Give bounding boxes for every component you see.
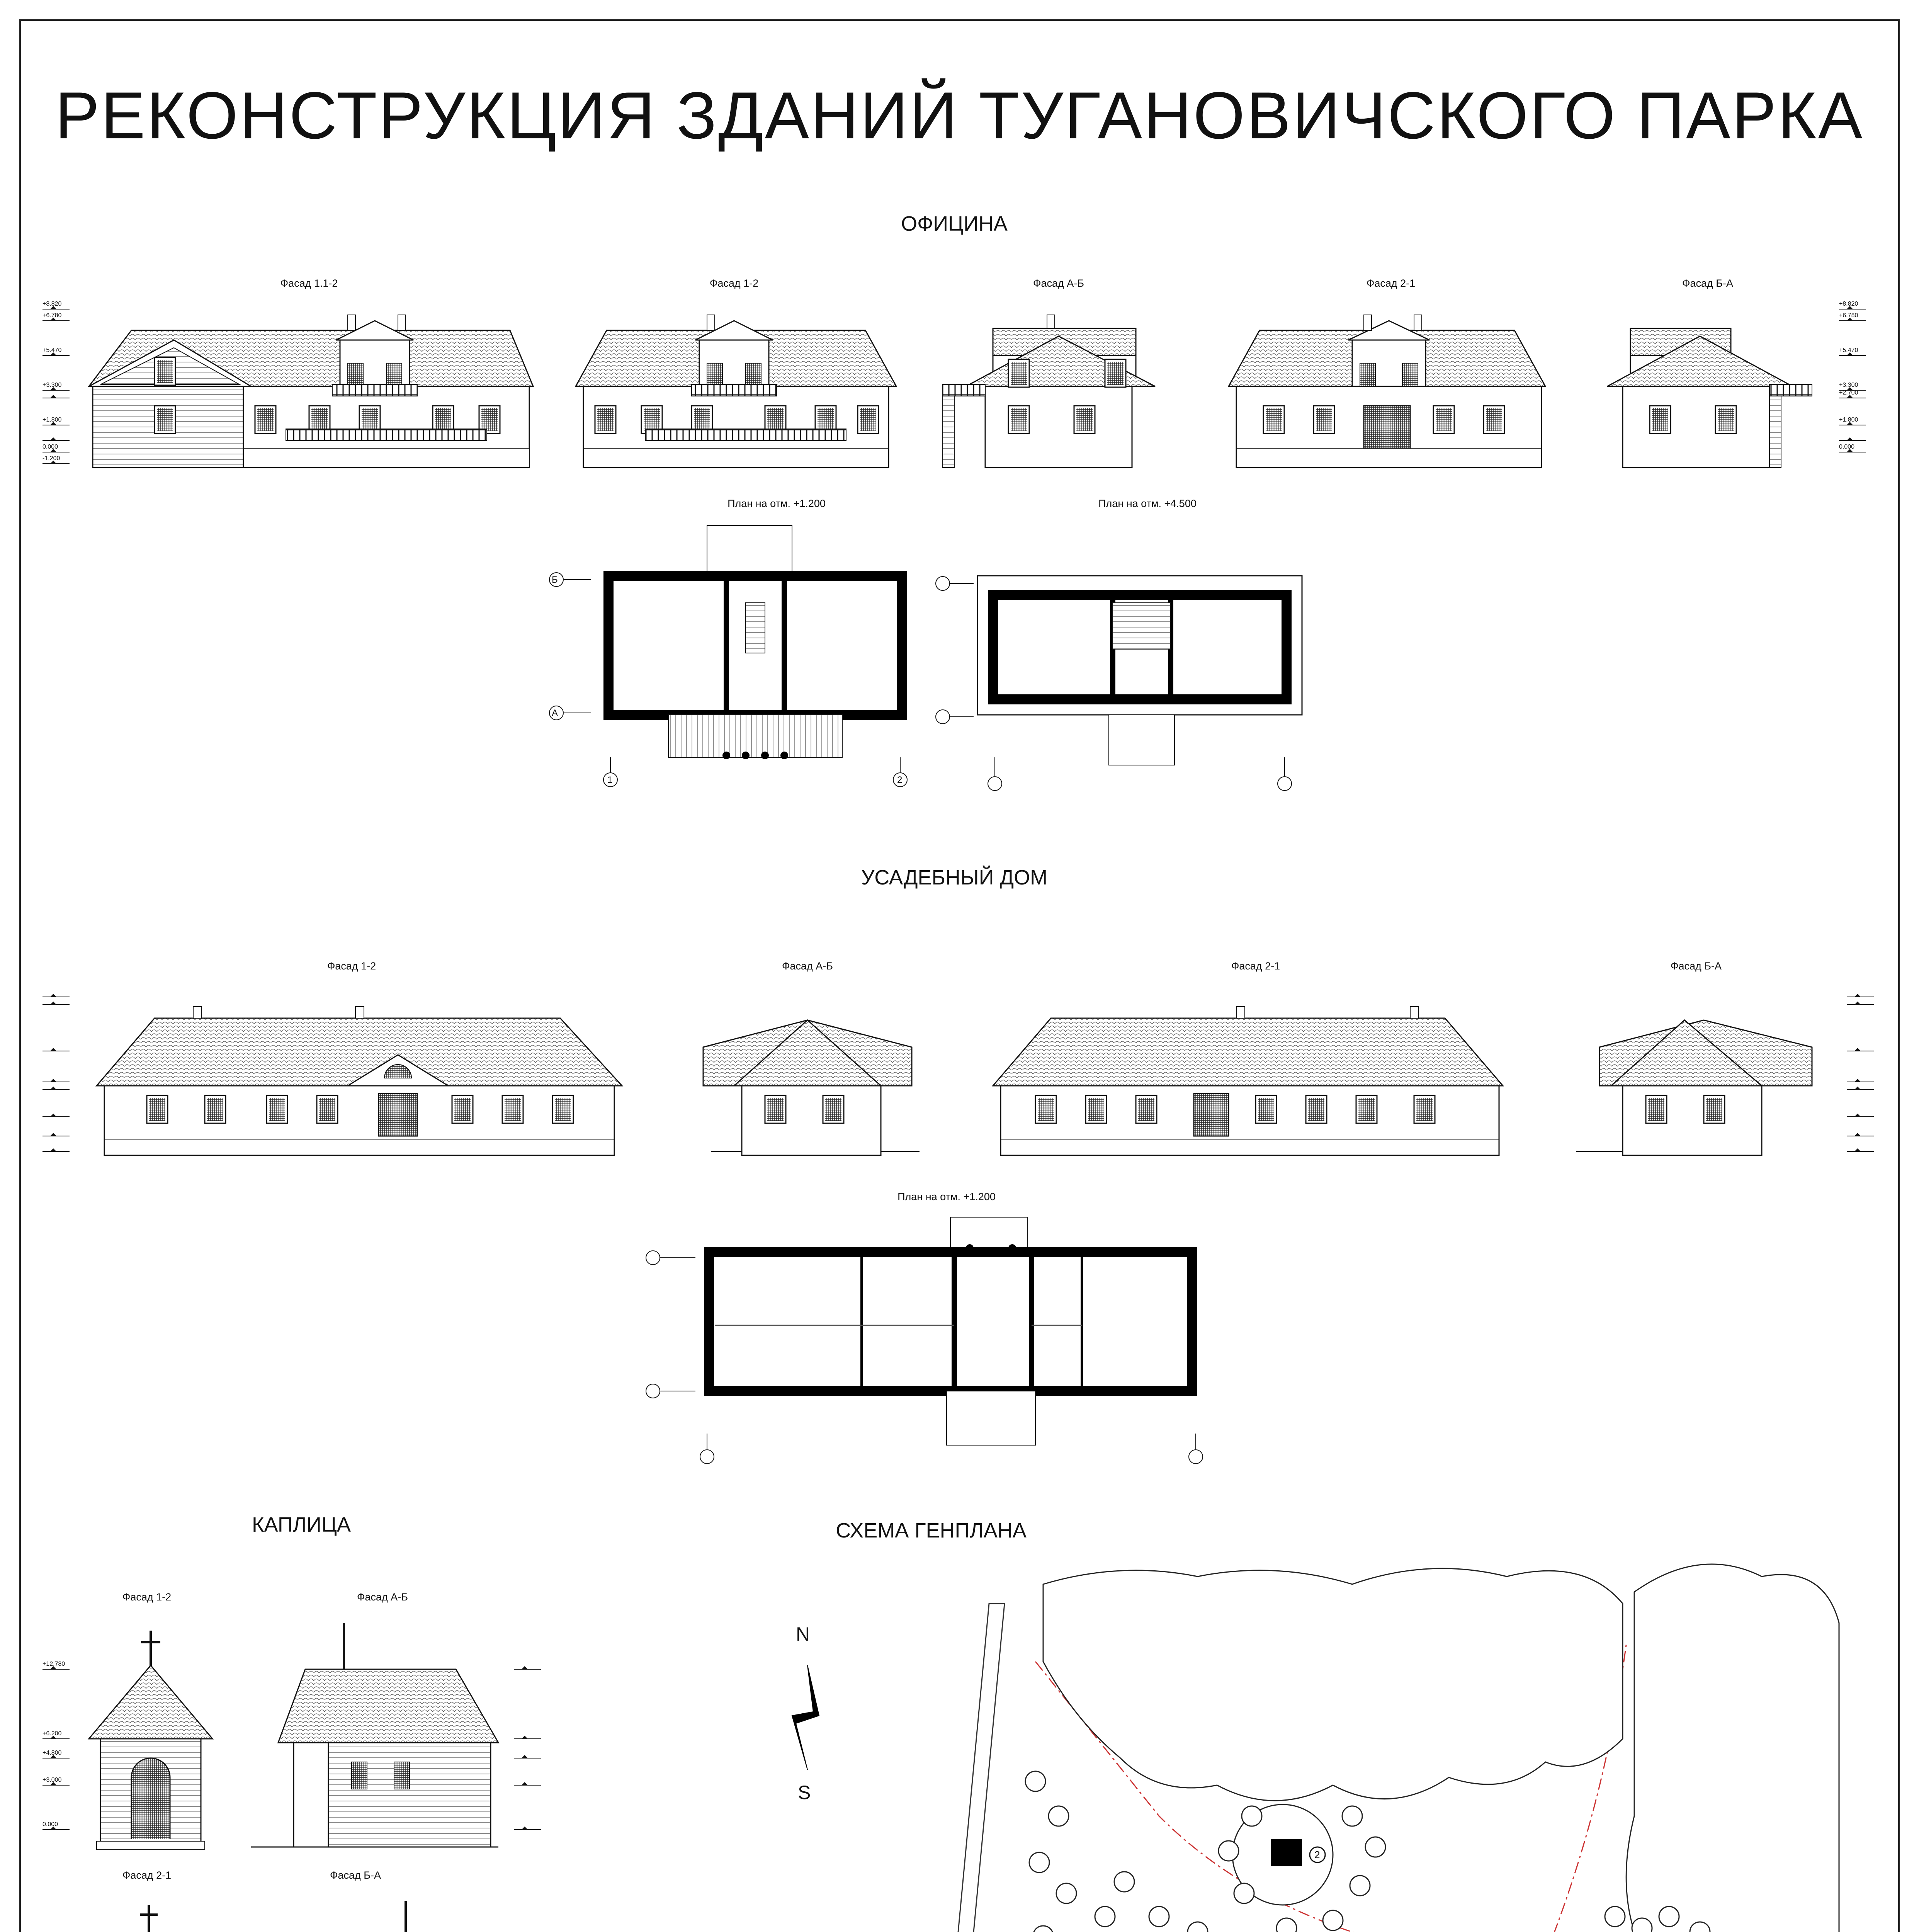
chapel-facade-1-2	[89, 1631, 212, 1850]
heading-oficina: ОФИЦИНА	[901, 212, 1008, 235]
oficina-plan-caption-1: План на отм. +1.200	[727, 498, 826, 509]
axis-label-2: 2	[897, 775, 903, 785]
tree	[1056, 1883, 1076, 1903]
chapel-facade-b-a	[255, 1901, 487, 1932]
genplan-map	[765, 1564, 1858, 1932]
oficina-facade-caption-2: Фасад 1-2	[709, 277, 759, 289]
level-label: +2.700	[1839, 389, 1858, 396]
manor-plan	[709, 1217, 1192, 1445]
genplan-building-2	[1271, 1839, 1302, 1866]
level-label: +5.470	[1839, 347, 1858, 354]
tree	[1188, 1922, 1208, 1932]
manor-facade-caption-3: Фасад 2-1	[1231, 960, 1280, 972]
axis-label-b: Б	[552, 575, 558, 585]
chapel-facade-caption-2: Фасад А-Б	[357, 1591, 408, 1603]
heading-chapel: КАПЛИЦА	[252, 1513, 351, 1536]
tree	[1114, 1872, 1134, 1892]
compass-south: S	[798, 1782, 811, 1803]
tree	[1659, 1906, 1679, 1927]
level-label: +3.000	[42, 1777, 62, 1783]
tree	[1342, 1806, 1362, 1826]
chapel-facade-a-b	[251, 1623, 498, 1847]
tree	[1632, 1918, 1652, 1932]
oficina-facade-2-1	[1229, 315, 1545, 468]
oficina-facade-1-2	[576, 315, 896, 468]
chapel-facade-caption-3: Фасад 2-1	[122, 1869, 172, 1881]
level-label: -1.200	[42, 455, 60, 462]
tree	[1033, 1926, 1053, 1932]
level-label: +5.470	[42, 347, 62, 354]
chapel-facade-caption-1: Фасад 1-2	[122, 1591, 172, 1603]
tree	[1219, 1841, 1239, 1861]
oficina-plan-2	[977, 576, 1302, 765]
level-label: +3.300	[1839, 382, 1858, 388]
tree	[1025, 1771, 1045, 1791]
level-label: +3.300	[42, 382, 62, 388]
level-label: +4.800	[42, 1750, 62, 1756]
genplan-marker-2: 2	[1314, 1849, 1320, 1861]
manor-facade-2-1	[993, 1007, 1503, 1155]
tree	[1049, 1806, 1069, 1826]
tree	[1029, 1852, 1049, 1872]
axis-label-1: 1	[607, 775, 613, 785]
oficina-facade-caption-1: Фасад 1.1-2	[280, 277, 338, 289]
manor-plan-caption: План на отм. +1.200	[897, 1191, 996, 1202]
oficina-facade-caption-4: Фасад 2-1	[1366, 277, 1416, 289]
manor-facade-1-2	[97, 1007, 622, 1155]
manor-facade-caption-2: Фасад А-Б	[782, 960, 833, 972]
chapel-facade-2-1	[83, 1905, 214, 1932]
manor-facade-caption-1: Фасад 1-2	[327, 960, 376, 972]
level-label: +1.800	[42, 417, 62, 423]
manor-plan-axes	[646, 1251, 1203, 1464]
manor-facade-b-a	[1576, 1020, 1812, 1155]
level-label: +6.780	[42, 312, 62, 319]
oficina-facade-b-a	[1607, 328, 1812, 468]
manor-facade-caption-4: Фасад Б-А	[1670, 960, 1722, 972]
tree	[1095, 1906, 1115, 1927]
genplan-compass	[792, 1665, 819, 1770]
manor-facade-a-b	[703, 1020, 920, 1155]
level-label: +8.820	[1839, 301, 1858, 307]
oficina-plan-1	[609, 526, 902, 759]
level-label: +12.780	[42, 1661, 65, 1667]
page-title: РЕКОНСТРУКЦИЯ ЗДАНИЙ ТУГАНОВИЧСКОГО ПАРКА	[55, 78, 1864, 153]
level-label: 0.000	[42, 1821, 58, 1828]
tree	[1277, 1918, 1297, 1932]
oficina-facade-1-1-2	[89, 315, 533, 468]
oficina-facade-caption-5: Фасад Б-А	[1682, 277, 1734, 289]
tree	[1365, 1837, 1385, 1857]
heading-manor: УСАДЕБНЫЙ ДОМ	[861, 866, 1048, 889]
heading-genplan: СХЕМА ГЕНПЛАНА	[836, 1519, 1027, 1542]
level-label: 0.000	[42, 444, 58, 450]
tree	[1149, 1906, 1169, 1927]
level-label: +8.820	[42, 301, 62, 307]
tree	[1234, 1883, 1254, 1903]
tree	[1605, 1906, 1625, 1927]
tree	[1323, 1910, 1343, 1930]
level-label: +1.800	[1839, 417, 1858, 423]
level-label: +6.200	[42, 1730, 62, 1737]
chapel-facade-caption-4: Фасад Б-А	[330, 1869, 381, 1881]
level-label: +6.780	[1839, 312, 1858, 319]
tree	[1242, 1806, 1262, 1826]
oficina-facade-a-b	[943, 315, 1155, 468]
oficina-level-marks-right	[1839, 306, 1866, 452]
oficina-plan-caption-2: План на отм. +4.500	[1098, 498, 1197, 509]
tree	[1350, 1876, 1370, 1896]
oficina-facade-caption-3: Фасад А-Б	[1033, 277, 1084, 289]
level-label: 0.000	[1839, 444, 1855, 450]
axis-label-a: А	[552, 708, 558, 718]
compass-north: N	[796, 1623, 810, 1645]
